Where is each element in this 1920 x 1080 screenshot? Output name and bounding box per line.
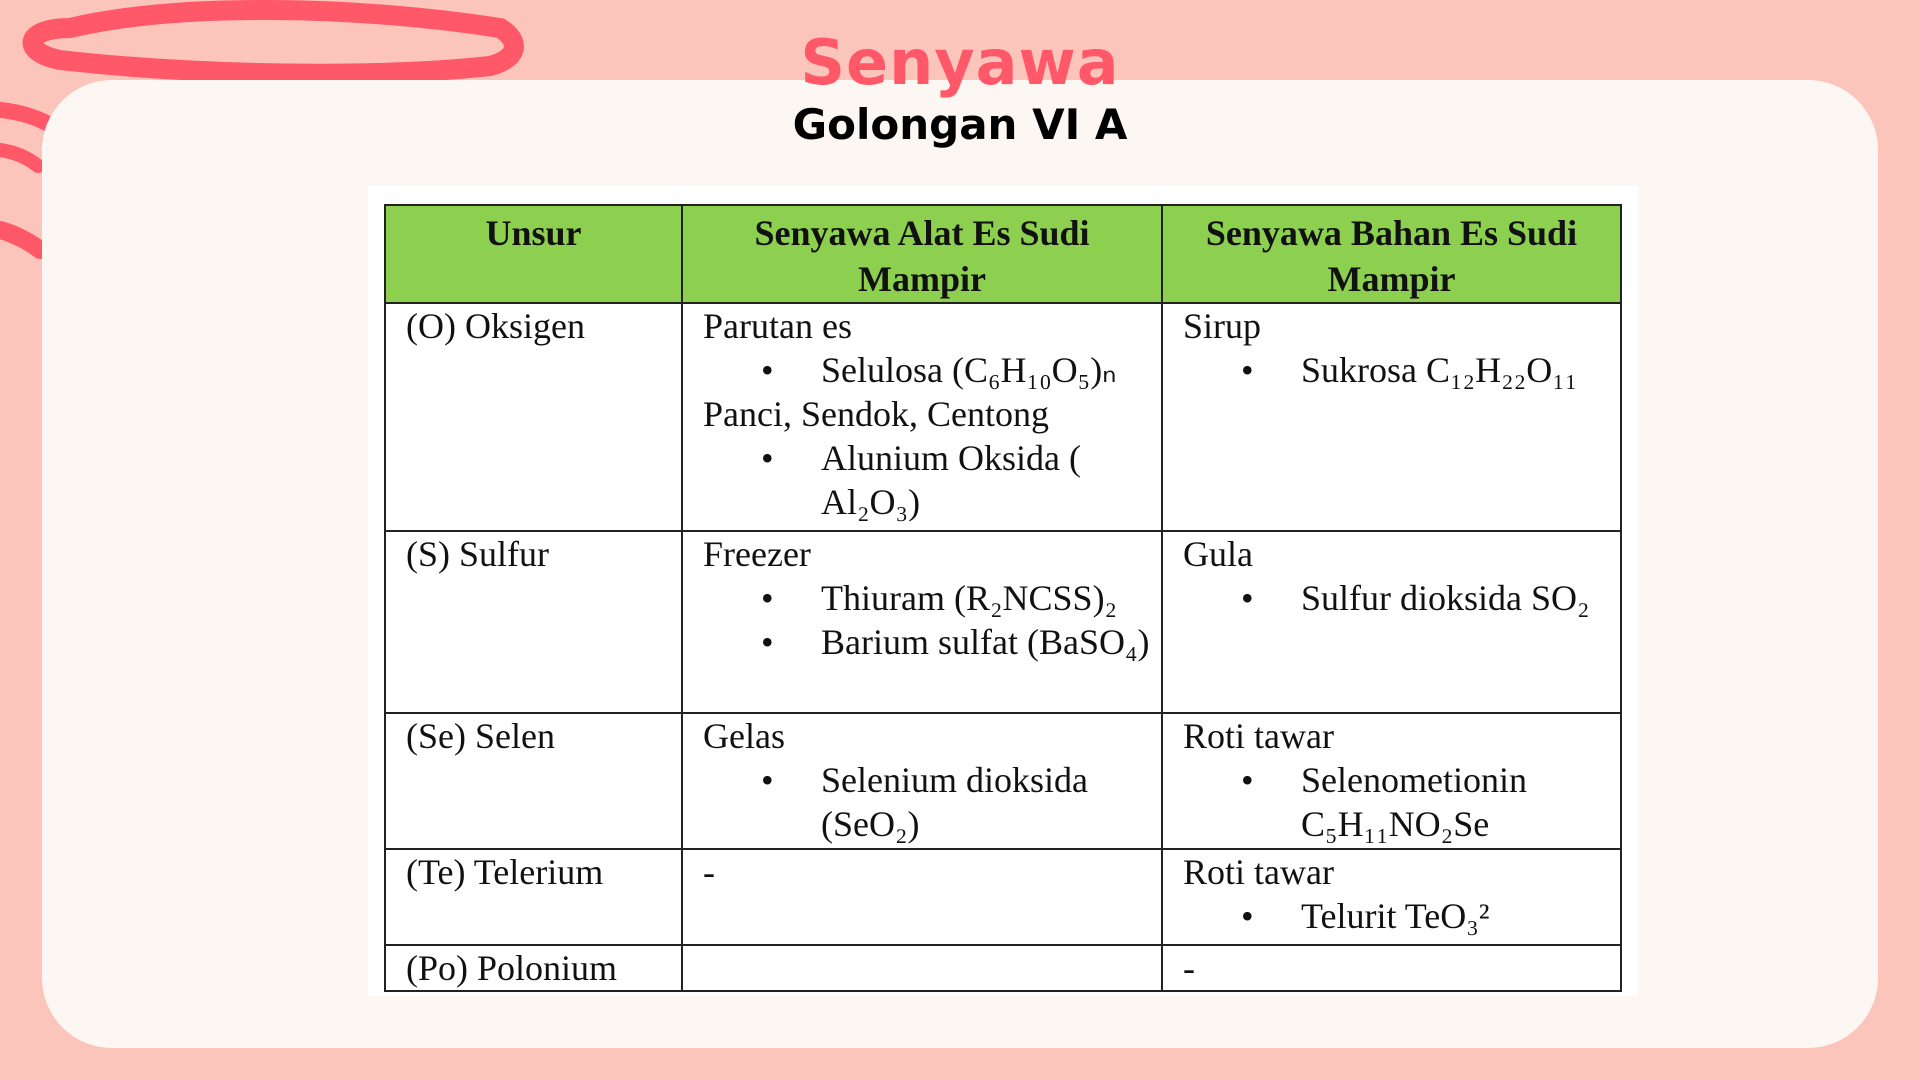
compound-table: [384, 204, 1622, 992]
cell-alat: [682, 713, 1162, 849]
cell-bahan: -: [1162, 945, 1621, 991]
table-row: [385, 531, 1621, 713]
table-row: [385, 849, 1621, 945]
title-block: [0, 20, 1920, 150]
item-label: Gula: [1183, 534, 1253, 574]
compound-item: • Selulosa (C₆H₁₀O₅)ₙ: [703, 348, 1161, 392]
header-unsur: Unsur: [385, 205, 682, 303]
compound-item: • Barium sulfat (BaSO₄): [703, 620, 1161, 664]
header-senyawa-alat: Senyawa Alat Es Sudi Mampir: [682, 205, 1162, 303]
cell-bahan: [1162, 303, 1621, 531]
compound-item: • Sukrosa C₁₂H₂₂O₁₁: [1183, 348, 1620, 392]
item-label: Sirup: [1183, 306, 1262, 346]
slide-subtitle: Golongan VI A: [792, 100, 1128, 149]
item-label: Roti tawar: [1183, 716, 1334, 756]
compound-item: • Thiuram (R₂NCSS)₂: [703, 576, 1161, 620]
cell-alat: [682, 531, 1162, 713]
item-label: Gelas: [703, 716, 785, 756]
cell-bahan: [1162, 849, 1621, 945]
cell-unsur: (Po) Polonium: [385, 945, 682, 991]
cell-alat: [682, 303, 1162, 531]
compound-item: • Telurit TeO₃²: [1183, 894, 1620, 938]
slide-title: Senyawa: [800, 26, 1120, 99]
compound-item: • Alunium Oksida ( Al₂O₃): [703, 436, 1161, 524]
cell-alat: [682, 945, 1162, 991]
item-label: Parutan es: [703, 306, 852, 346]
cell-unsur: (Se) Selen: [385, 713, 682, 849]
cell-unsur: (O) Oksigen: [385, 303, 682, 531]
table-header-row: [385, 205, 1621, 303]
cell-unsur: (Te) Telerium: [385, 849, 682, 945]
table-row: [385, 303, 1621, 531]
cell-unsur: (S) Sulfur: [385, 531, 682, 713]
table-row: [385, 945, 1621, 991]
item-label: Freezer: [703, 534, 811, 574]
table-row: [385, 713, 1621, 849]
compound-item: • Sulfur dioksida SO₂: [1183, 576, 1620, 620]
cell-bahan: [1162, 713, 1621, 849]
cell-bahan: [1162, 531, 1621, 713]
cell-alat: -: [682, 849, 1162, 945]
compound-item: • Selenium dioksida (SeO₂): [703, 758, 1161, 846]
item-label: Panci, Sendok, Centong: [703, 394, 1049, 434]
item-label: Roti tawar: [1183, 852, 1334, 892]
header-senyawa-bahan: Senyawa Bahan Es Sudi Mampir: [1162, 205, 1621, 303]
compound-item: • Selenometionin C₅H₁₁NO₂Se: [1183, 758, 1620, 846]
